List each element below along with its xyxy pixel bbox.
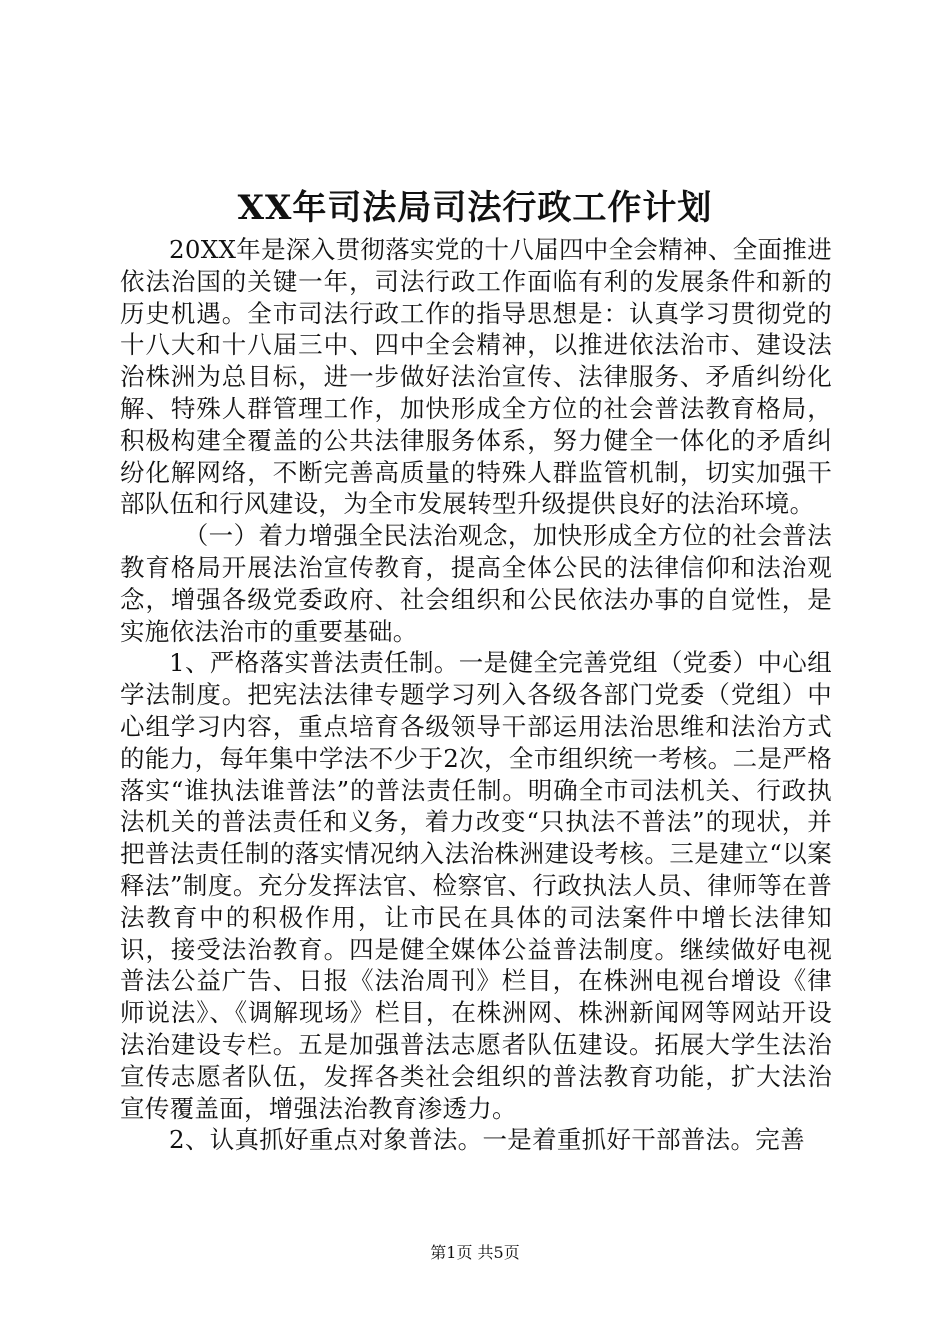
- paragraph-item-one: 1、严格落实普法责任制。一是健全完善党组（党委）中心组学法制度。把宪法法律专题学习列入各级各部门党委（党组）中心组学习内容，重点培育各级领导干部运用法治思维和法治方式的能力，每年集中学法不少于2次，全市组织统一考核。二是严格落实“谁执法谁普法”的普法责任制。明确全市司法机关、行政执法机关的普法责任和义务，着力改变“只执法不普法”的现状，并把普法责任制的落实情况纳入法治株洲建设考核。三是建立“以案释法”制度。充分发挥法官、检察官、行政执法人员、律师等在普法教育中的积极作用，让市民在具体的司法案件中增长法律知识，接受法治教育。四是健全媒体公益普法制度。继续做好电视普法公益广告、日报《法治周刊》栏目，在株洲电视台增设《律师说法》、《调解现场》栏目，在株洲网、株洲新闻网等网站开设法治建设专栏。五是加强普法志愿者队伍建设。拓展大学生法治宣传志愿者队伍，发挥各类社会组织的普法教育功能，扩大法治宣传覆盖面，增强法治教育渗透力。: [120, 648, 832, 1123]
- document-title: XX年司法局司法行政工作计划: [237, 188, 713, 228]
- paragraph-intro: 20XX年是深入贯彻落实党的十八届四中全会精神、全面推进依法治国的关键一年，司法行政工作面临有利的发展条件和新的历史机遇。全市司法行政工作的指导思想是：认真学习贯彻党的十八大和十八届三中、四中全会精神，以推进依法治市、建设法治株洲为总目标，进一步做好法治宣传、法律服务、矛盾纠纷化解、特殊人群管理工作，加快形成全方位的社会普法教育格局，积极构建全覆盖的公共法律服务体系，努力健全一体化的矛盾纠纷化解网络，不断完善高质量的特殊人群监管机制，切实加强干部队伍和行风建设，为全市发展转型升级提供良好的法治环境。: [120, 235, 832, 519]
- document-body: [120, 234, 832, 1156]
- paragraph-section-one: （一）着力增强全民法治观念，加快形成全方位的社会普法教育格局开展法治宣传教育，提高全体公民的法律信仰和法治观念，增强各级党委政府、社会组织和公民依法办事的自觉性，是实施依法治市的重要基础。: [120, 521, 832, 646]
- page-footer: 第1页 共5页: [430, 1243, 520, 1262]
- paragraph-item-two: 2、认真抓好重点对象普法。一是着重抓好干部普法。完善: [169, 1125, 805, 1155]
